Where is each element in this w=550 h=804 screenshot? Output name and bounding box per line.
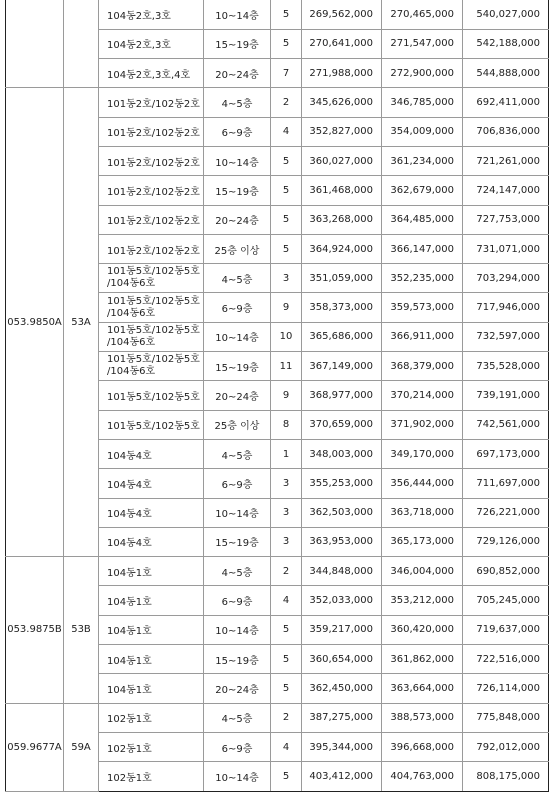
- unit-cell: 101동5호/102동5호 /104동6호: [99, 293, 204, 322]
- land-price-cell: 270,641,000: [302, 29, 382, 58]
- building-price-cell: 359,573,000: [382, 293, 463, 322]
- total-price-cell: 692,411,000: [463, 88, 549, 117]
- building-price-cell: 362,679,000: [382, 176, 463, 205]
- floor-cell: 20~24층: [204, 205, 271, 234]
- land-price-cell: 352,827,000: [302, 117, 382, 146]
- floor-cell: 4~5층: [204, 264, 271, 293]
- building-price-cell: 366,911,000: [382, 322, 463, 351]
- floor-cell: 10~14층: [204, 615, 271, 644]
- building-price-cell: 365,173,000: [382, 527, 463, 556]
- land-price-cell: 367,149,000: [302, 352, 382, 381]
- total-price-cell: 722,516,000: [463, 645, 549, 674]
- unit-count-cell: 11: [271, 352, 302, 381]
- floor-cell: 15~19층: [204, 352, 271, 381]
- land-price-cell: 364,924,000: [302, 234, 382, 263]
- total-price-cell: 705,245,000: [463, 586, 549, 615]
- unit-count-cell: 5: [271, 29, 302, 58]
- building-price-cell: 364,485,000: [382, 205, 463, 234]
- land-price-cell: 355,253,000: [302, 469, 382, 498]
- total-price-cell: 739,191,000: [463, 381, 549, 410]
- floor-cell: 10~14층: [204, 322, 271, 351]
- unit-cell: 104동1호: [99, 615, 204, 644]
- total-price-cell: 721,261,000: [463, 146, 549, 175]
- unit-cell: 102동1호: [99, 732, 204, 761]
- floor-cell: 6~9층: [204, 469, 271, 498]
- total-price-cell: 775,848,000: [463, 703, 549, 732]
- floor-cell: 4~5층: [204, 88, 271, 117]
- building-price-cell: 354,009,000: [382, 117, 463, 146]
- floor-cell: 15~19층: [204, 645, 271, 674]
- floor-cell: 20~24층: [204, 381, 271, 410]
- unit-cell: 104동4호: [99, 439, 204, 468]
- building-price-cell: 363,664,000: [382, 674, 463, 703]
- floor-cell: 25층 이상: [204, 410, 271, 439]
- unit-count-cell: 2: [271, 557, 302, 586]
- building-price-cell: 361,234,000: [382, 146, 463, 175]
- unit-count-cell: 9: [271, 381, 302, 410]
- unit-count-cell: 2: [271, 703, 302, 732]
- floor-cell: 10~14층: [204, 498, 271, 527]
- land-price-cell: 387,275,000: [302, 703, 382, 732]
- price-table-body: [6, 0, 549, 791]
- floor-cell: 4~5층: [204, 439, 271, 468]
- building-price-cell: 371,902,000: [382, 410, 463, 439]
- floor-cell: 6~9층: [204, 293, 271, 322]
- unit-count-cell: 4: [271, 732, 302, 761]
- land-price-cell: 345,626,000: [302, 88, 382, 117]
- floor-cell: 6~9층: [204, 732, 271, 761]
- total-price-cell: 735,528,000: [463, 352, 549, 381]
- floor-cell: 10~14층: [204, 146, 271, 175]
- unit-count-cell: 5: [271, 615, 302, 644]
- building-price-cell: 270,465,000: [382, 0, 463, 29]
- building-price-cell: 363,718,000: [382, 498, 463, 527]
- land-price-cell: 271,988,000: [302, 59, 382, 88]
- unit-count-cell: 4: [271, 586, 302, 615]
- total-price-cell: 697,173,000: [463, 439, 549, 468]
- housing-type-cell: [64, 0, 99, 88]
- land-price-cell: 269,562,000: [302, 0, 382, 29]
- unit-cell: 104동1호: [99, 674, 204, 703]
- unit-cell: 101동5호/102동5호: [99, 381, 204, 410]
- unit-cell: 101동5호/102동5호 /104동6호: [99, 352, 204, 381]
- housing-code-cell: 053.9850A: [6, 88, 64, 557]
- land-price-cell: 368,977,000: [302, 381, 382, 410]
- building-price-cell: 388,573,000: [382, 703, 463, 732]
- building-price-cell: 356,444,000: [382, 469, 463, 498]
- total-price-cell: 690,852,000: [463, 557, 549, 586]
- table-row: [6, 88, 549, 117]
- land-price-cell: 359,217,000: [302, 615, 382, 644]
- housing-type-cell: 53A: [64, 88, 99, 557]
- unit-cell: 101동2호/102동2호: [99, 234, 204, 263]
- building-price-cell: 361,862,000: [382, 645, 463, 674]
- land-price-cell: 360,027,000: [302, 146, 382, 175]
- table-row: [6, 0, 549, 29]
- total-price-cell: 542,188,000: [463, 29, 549, 58]
- land-price-cell: 362,503,000: [302, 498, 382, 527]
- total-price-cell: 731,071,000: [463, 234, 549, 263]
- unit-cell: 101동5호/102동5호: [99, 410, 204, 439]
- floor-cell: 4~5층: [204, 557, 271, 586]
- unit-count-cell: 7: [271, 59, 302, 88]
- floor-cell: 20~24층: [204, 674, 271, 703]
- housing-code-cell: [6, 0, 64, 88]
- building-price-cell: 352,235,000: [382, 264, 463, 293]
- unit-count-cell: 5: [271, 146, 302, 175]
- unit-cell: 101동2호/102동2호: [99, 88, 204, 117]
- unit-cell: 104동4호: [99, 498, 204, 527]
- total-price-cell: 719,637,000: [463, 615, 549, 644]
- unit-count-cell: 8: [271, 410, 302, 439]
- land-price-cell: 395,344,000: [302, 732, 382, 761]
- unit-count-cell: 5: [271, 176, 302, 205]
- unit-cell: 104동1호: [99, 586, 204, 615]
- land-price-cell: 351,059,000: [302, 264, 382, 293]
- land-price-cell: 370,659,000: [302, 410, 382, 439]
- floor-cell: 15~19층: [204, 527, 271, 556]
- land-price-cell: 360,654,000: [302, 645, 382, 674]
- floor-cell: 20~24층: [204, 59, 271, 88]
- building-price-cell: 366,147,000: [382, 234, 463, 263]
- unit-count-cell: 3: [271, 469, 302, 498]
- building-price-cell: 370,214,000: [382, 381, 463, 410]
- floor-cell: 25층 이상: [204, 234, 271, 263]
- housing-type-cell: 59A: [64, 703, 99, 791]
- unit-cell: 101동5호/102동5호 /104동6호: [99, 264, 204, 293]
- building-price-cell: 346,004,000: [382, 557, 463, 586]
- unit-cell: 101동5호/102동5호 /104동6호: [99, 322, 204, 351]
- unit-count-cell: 5: [271, 234, 302, 263]
- unit-count-cell: 5: [271, 645, 302, 674]
- unit-cell: 102동1호: [99, 703, 204, 732]
- floor-cell: 4~5층: [204, 703, 271, 732]
- land-price-cell: 358,373,000: [302, 293, 382, 322]
- land-price-cell: 363,268,000: [302, 205, 382, 234]
- building-price-cell: 404,763,000: [382, 762, 463, 791]
- total-price-cell: 711,697,000: [463, 469, 549, 498]
- total-price-cell: 540,027,000: [463, 0, 549, 29]
- total-price-cell: 724,147,000: [463, 176, 549, 205]
- land-price-cell: 363,953,000: [302, 527, 382, 556]
- price-table: [5, 0, 549, 792]
- total-price-cell: 729,126,000: [463, 527, 549, 556]
- unit-cell: 101동2호/102동2호: [99, 117, 204, 146]
- unit-count-cell: 3: [271, 498, 302, 527]
- floor-cell: 10~14층: [204, 0, 271, 29]
- land-price-cell: 365,686,000: [302, 322, 382, 351]
- housing-code-cell: 053.9875B: [6, 557, 64, 703]
- land-price-cell: 348,003,000: [302, 439, 382, 468]
- unit-count-cell: 9: [271, 293, 302, 322]
- total-price-cell: 732,597,000: [463, 322, 549, 351]
- total-price-cell: 706,836,000: [463, 117, 549, 146]
- floor-cell: 6~9층: [204, 586, 271, 615]
- unit-cell: 101동2호/102동2호: [99, 205, 204, 234]
- total-price-cell: 717,946,000: [463, 293, 549, 322]
- building-price-cell: 396,668,000: [382, 732, 463, 761]
- unit-cell: 101동2호/102동2호: [99, 176, 204, 205]
- floor-cell: 15~19층: [204, 29, 271, 58]
- land-price-cell: 362,450,000: [302, 674, 382, 703]
- unit-count-cell: 5: [271, 205, 302, 234]
- unit-cell: 104동2호,3호: [99, 0, 204, 29]
- unit-cell: 104동1호: [99, 557, 204, 586]
- building-price-cell: 368,379,000: [382, 352, 463, 381]
- table-row: [6, 557, 549, 586]
- total-price-cell: 792,012,000: [463, 732, 549, 761]
- unit-cell: 104동1호: [99, 645, 204, 674]
- land-price-cell: 344,848,000: [302, 557, 382, 586]
- building-price-cell: 271,547,000: [382, 29, 463, 58]
- building-price-cell: 346,785,000: [382, 88, 463, 117]
- total-price-cell: 726,221,000: [463, 498, 549, 527]
- housing-code-cell: 059.9677A: [6, 703, 64, 791]
- building-price-cell: 349,170,000: [382, 439, 463, 468]
- land-price-cell: 403,412,000: [302, 762, 382, 791]
- unit-cell: 104동4호: [99, 469, 204, 498]
- floor-cell: 10~14층: [204, 762, 271, 791]
- total-price-cell: 544,888,000: [463, 59, 549, 88]
- unit-cell: 102동1호: [99, 762, 204, 791]
- table-row: [6, 703, 549, 732]
- unit-count-cell: 5: [271, 762, 302, 791]
- floor-cell: 6~9층: [204, 117, 271, 146]
- floor-cell: 15~19층: [204, 176, 271, 205]
- land-price-cell: 361,468,000: [302, 176, 382, 205]
- building-price-cell: 353,212,000: [382, 586, 463, 615]
- unit-count-cell: 1: [271, 439, 302, 468]
- building-price-cell: 272,900,000: [382, 59, 463, 88]
- unit-count-cell: 2: [271, 88, 302, 117]
- land-price-cell: 352,033,000: [302, 586, 382, 615]
- unit-count-cell: 4: [271, 117, 302, 146]
- unit-cell: 104동2호,3호,4호: [99, 59, 204, 88]
- total-price-cell: 727,753,000: [463, 205, 549, 234]
- unit-count-cell: 5: [271, 0, 302, 29]
- unit-count-cell: 3: [271, 527, 302, 556]
- total-price-cell: 808,175,000: [463, 762, 549, 791]
- building-price-cell: 360,420,000: [382, 615, 463, 644]
- unit-count-cell: 3: [271, 264, 302, 293]
- total-price-cell: 726,114,000: [463, 674, 549, 703]
- total-price-cell: 742,561,000: [463, 410, 549, 439]
- unit-cell: 104동2호,3호: [99, 29, 204, 58]
- unit-count-cell: 10: [271, 322, 302, 351]
- unit-count-cell: 5: [271, 674, 302, 703]
- total-price-cell: 703,294,000: [463, 264, 549, 293]
- unit-cell: 101동2호/102동2호: [99, 146, 204, 175]
- housing-type-cell: 53B: [64, 557, 99, 703]
- unit-cell: 104동4호: [99, 527, 204, 556]
